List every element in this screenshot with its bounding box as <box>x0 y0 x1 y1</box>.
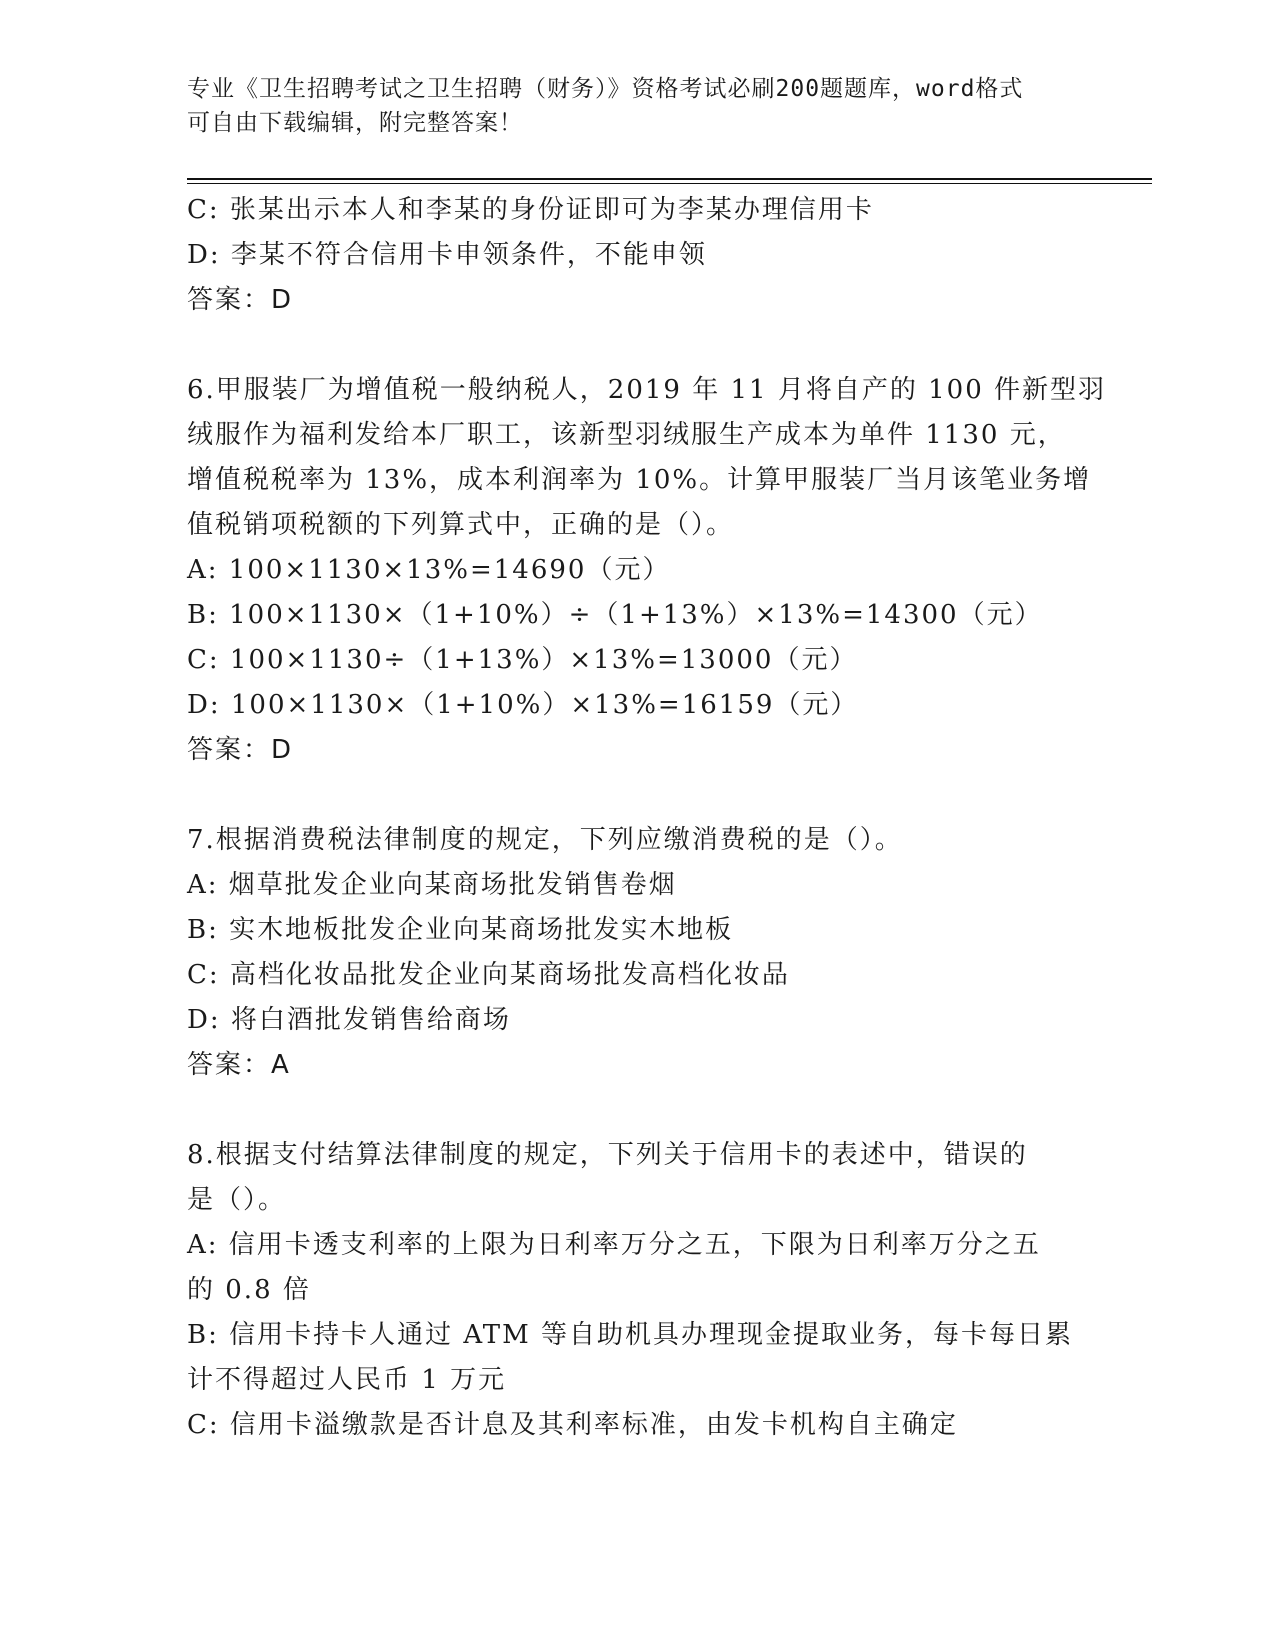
spacer <box>187 323 1087 368</box>
q6-answer: 答案：D <box>187 735 294 765</box>
q7-stem: 7.根据消费税法律制度的规定，下列应缴消费税的是（）。 <box>187 825 903 855</box>
q5-answer: 答案：D <box>187 285 294 315</box>
question-8 <box>187 1133 1087 1448</box>
document-header <box>187 72 1067 140</box>
q6-option-c: C: 100×1130÷（1+13%）×13%=13000（元） <box>187 645 858 675</box>
q6-option-a: A: 100×1130×13%=14690（元） <box>187 555 671 585</box>
q7-option-a: A: 烟草批发企业向某商场批发销售卷烟 <box>187 870 677 900</box>
q8-stem-line-1: 8.根据支付结算法律制度的规定，下列关于信用卡的表述中，错误的 <box>187 1140 1028 1170</box>
q8-option-c: C: 信用卡溢缴款是否计息及其利率标准，由发卡机构自主确定 <box>187 1410 958 1440</box>
q6-option-d: D: 100×1130×（1+10%）×13%=16159（元） <box>187 690 859 720</box>
question-7 <box>187 818 1087 1088</box>
q5-option-c: C: 张某出示本人和李某的身份证即可为李某办理信用卡 <box>187 195 874 225</box>
q6-stem-line-4: 值税销项税额的下列算式中，正确的是（）。 <box>187 510 735 540</box>
spacer <box>187 773 1087 818</box>
q8-option-b-line-1: B: 信用卡持卡人通过 ATM 等自助机具办理现金提取业务，每卡每日累 <box>187 1320 1073 1350</box>
q6-stem-line-1: 6.甲服装厂为增值税一般纳税人，2019 年 11 月将自产的 100 件新型羽 <box>187 375 1107 405</box>
q8-option-a-line-1: A: 信用卡透支利率的上限为日利率万分之五，下限为日利率万分之五 <box>187 1230 1041 1260</box>
question-6 <box>187 368 1107 773</box>
q5-option-d: D: 李某不符合信用卡申领条件，不能申领 <box>187 240 707 270</box>
q8-stem-line-2: 是（）。 <box>187 1185 287 1215</box>
q7-option-d: D: 将白酒批发销售给商场 <box>187 1005 511 1035</box>
q6-option-b: B: 100×1130×（1+10%）÷（1+13%）×13%=14300（元） <box>187 600 1043 630</box>
q8-option-a-line-2: 的 0.8 倍 <box>187 1275 311 1305</box>
header-title-line-1: 专业《卫生招聘考试之卫生招聘（财务）》资格考试必刷200题题库，word格式 <box>187 76 1024 102</box>
q8-option-b-line-2: 计不得超过人民币 1 万元 <box>187 1365 507 1395</box>
question-content <box>187 188 1107 1448</box>
header-divider-thin <box>187 183 1152 184</box>
q6-stem-line-3: 增值税税率为 13%，成本利润率为 10%。计算甲服装厂当月该笔业务增 <box>187 465 1092 495</box>
q6-stem-line-2: 绒服作为福利发给本厂职工，该新型羽绒服生产成本为单件 1130 元， <box>187 420 1066 450</box>
q7-option-b: B: 实木地板批发企业向某商场批发实木地板 <box>187 915 734 945</box>
q7-option-c: C: 高档化妆品批发企业向某商场批发高档化妆品 <box>187 960 790 990</box>
q7-answer: 答案：A <box>187 1050 291 1080</box>
spacer <box>187 1088 1087 1133</box>
header-title-line-2: 可自由下载编辑，附完整答案！ <box>187 110 523 136</box>
question-5-tail <box>187 188 1087 323</box>
header-divider-thick <box>187 178 1152 180</box>
